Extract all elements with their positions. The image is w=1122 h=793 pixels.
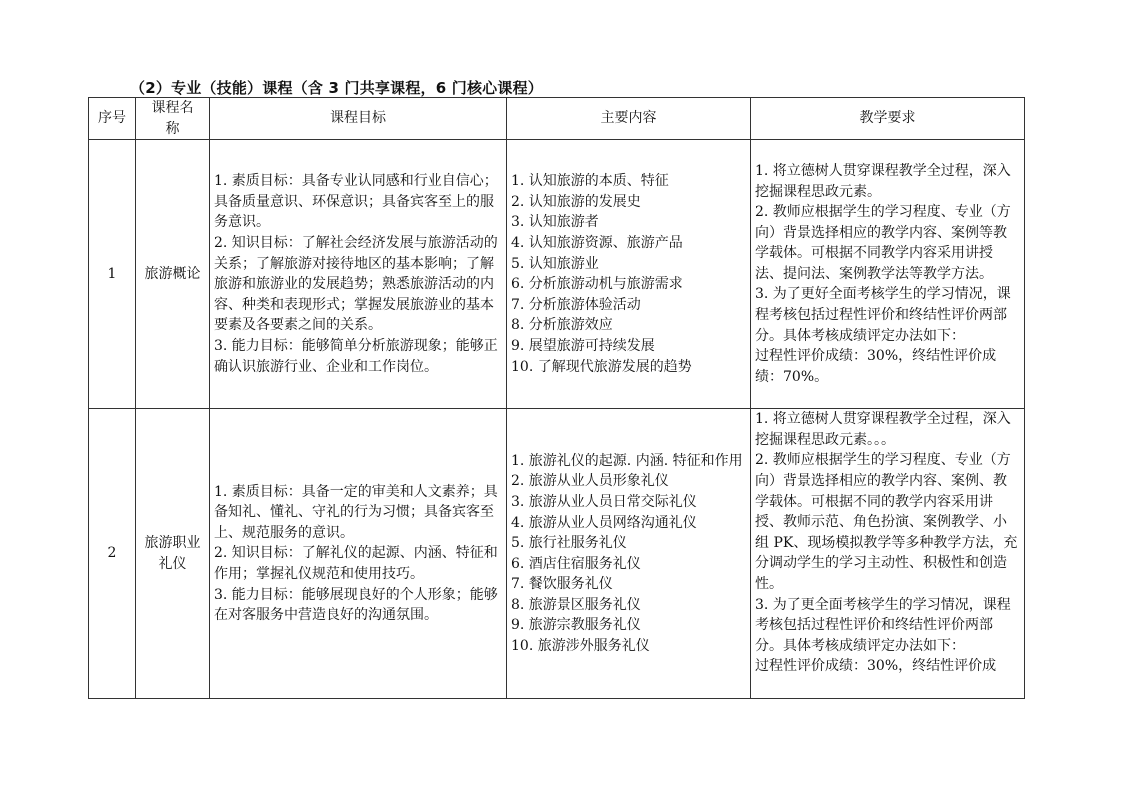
goal-item: 2. 知识目标：了解社会经济发展与旅游活动的关系；了解旅游对接待地区的基本影响；了解旅游和旅游业的发展趋势；熟悉旅游活动的内容、种类和表现形式；掌握发展旅游业的基本要素及各要素之间的关系。 (214, 235, 498, 334)
content-item: 7. 餐饮服务礼仪 (511, 576, 613, 593)
goal-item: 3. 能力目标：能够展现良好的个人形象；能够在对客服务中营造良好的沟通氛围。 (214, 586, 498, 624)
content-item: 6. 酒店住宿服务礼仪 (511, 555, 641, 572)
requirement-item: 过程性评价成绩：30%，终结性评价成绩：70%。 (755, 348, 997, 385)
course-name: 旅游概论 (136, 140, 210, 409)
requirement-item: 1. 将立德树人贯穿课程教学全过程，深入挖掘课程思政元素。 (755, 162, 1011, 200)
requirement-item: 2. 教师应根据学生的学习程度、专业（方向）背景选择相应的教学内容、案例等教学载体。可根据不同教学内容采用讲授法、提问法、案例教学法等教学方法。 (755, 204, 1011, 282)
requirements-clip (755, 409, 1020, 698)
course-goals-cell (210, 409, 507, 699)
content-item: 3. 认知旅游者 (511, 214, 599, 231)
content-item: 4. 旅游从业人员网络沟通礼仪 (511, 514, 697, 531)
content-item: 5. 旅行社服务礼仪 (511, 535, 627, 552)
content-item: 9. 展望旅游可持续发展 (511, 337, 655, 354)
content-item: 2. 旅游从业人员形象礼仪 (511, 473, 669, 490)
header-course-goals: 课程目标 (210, 98, 507, 140)
teaching-requirements-cell (751, 140, 1025, 409)
course-goals-cell (210, 140, 507, 409)
requirement-item: 2. 教师应根据学生的学习程度、专业（方向）背景选择相应的教学内容、案例、教学载体。可根据不同的教学内容采用讲授、教师示范、角色扮演、案例教学、小组 PK、现场模拟教学等多种教学方法，充分调动学生的学习主动性、积极性和创造性。 (755, 452, 1018, 592)
requirement-item: 3. 为了更好全面考核学生的学习情况，课程考核包括过程性评价和终结性评价两部分。具体考核成绩评定办法如下： (755, 286, 1011, 344)
header-teaching-requirements: 教学要求 (751, 98, 1025, 140)
content-item: 8. 旅游景区服务礼仪 (511, 596, 641, 613)
table-row (89, 140, 1025, 409)
requirement-item: 1. 将立德树人贯穿课程教学全过程，深入挖掘课程思政元素。。。 (755, 411, 1011, 448)
goal-item: 1. 素质目标：具备一定的审美和人文素养；具备知礼、懂礼、守礼的行为习惯；具备宾客至上、规范服务的意识。 (214, 483, 498, 541)
content-item: 9. 旅游宗教服务礼仪 (511, 617, 641, 634)
content-item: 6. 分析旅游动机与旅游需求 (511, 276, 683, 293)
course-table (88, 97, 1025, 699)
course-name: 旅游职业礼仪 (136, 409, 210, 699)
content-item: 7. 分析旅游体验活动 (511, 296, 641, 313)
content-item: 10. 旅游涉外服务礼仪 (511, 638, 650, 655)
row-number: 2 (89, 409, 136, 699)
requirement-item: 3. 为了更全面考核学生的学习情况，课程考核包括过程性评价和终结性评价两部分。具体考核成绩评定办法如下： (755, 596, 1011, 654)
table-row (89, 409, 1025, 699)
content-item: 4. 认知旅游资源、旅游产品 (511, 235, 683, 251)
table-header-row (89, 98, 1025, 140)
header-main-content: 主要内容 (507, 98, 751, 140)
header-course-name: 课程名称 (136, 98, 210, 140)
row-number: 1 (89, 140, 136, 409)
requirement-item: 过程性评价成绩：30%，终结性评价成 (755, 658, 997, 675)
content-item: 1. 旅游礼仪的起源. 内涵. 特征和作用 (511, 452, 743, 469)
content-item: 2. 认知旅游的发展史 (511, 193, 641, 210)
section-heading: （2）专业（技能）课程（含 3 门共享课程，6 门核心课程） (130, 79, 543, 97)
goal-item: 2. 知识目标：了解礼仪的起源、内涵、特征和作用；掌握礼仪规范和使用技巧。 (214, 545, 498, 582)
main-content-cell (507, 409, 751, 699)
content-item: 10. 了解现代旅游发展的趋势 (511, 358, 692, 375)
goal-item: 1. 素质目标：具备专业认同感和行业自信心；具备质量意识、环保意识；具备宾客至上的服务意识。 (214, 173, 498, 231)
content-item: 1. 认知旅游的本质、特征 (511, 173, 669, 190)
content-item: 5. 认知旅游业 (511, 255, 599, 272)
main-content-cell (507, 140, 751, 409)
header-number: 序号 (89, 98, 136, 140)
content-item: 3. 旅游从业人员日常交际礼仪 (511, 493, 697, 510)
goal-item: 3. 能力目标：能够简单分析旅游现象；能够正确认识旅游行业、企业和工作岗位。 (214, 337, 498, 375)
teaching-requirements-cell (751, 409, 1025, 699)
content-item: 8. 分析旅游效应 (511, 317, 613, 334)
